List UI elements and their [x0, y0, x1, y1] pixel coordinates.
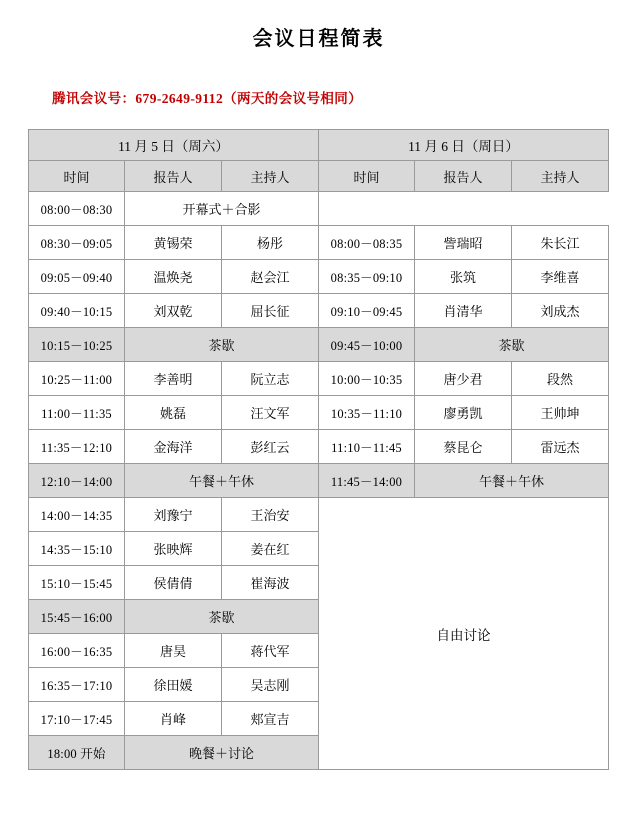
day1-chair: 姜在红	[222, 532, 319, 566]
col-header-chair-day1: 主持人	[222, 161, 319, 192]
day1-time: 15:45－16:00	[29, 600, 125, 634]
day1-time: 14:00－14:35	[29, 498, 125, 532]
day1-speaker: 侯倩倩	[125, 566, 222, 600]
day2-time: 08:35－09:10	[319, 260, 415, 294]
day1-chair: 崔海波	[222, 566, 319, 600]
table-row-column-header	[29, 161, 609, 192]
day2-time: 11:45－14:00	[319, 464, 415, 498]
day1-header: 11 月 5 日（周六）	[29, 130, 319, 161]
day1-chair: 蒋代军	[222, 634, 319, 668]
table-row	[29, 430, 609, 464]
day1-speaker: 肖峰	[125, 702, 222, 736]
day1-time: 10:15－10:25	[29, 328, 125, 362]
col-header-time-day1: 时间	[29, 161, 125, 192]
day1-span-label: 茶歇	[125, 600, 319, 634]
day2-chair: 李维喜	[512, 260, 609, 294]
day2-chair: 朱长江	[512, 226, 609, 260]
day1-chair: 王治安	[222, 498, 319, 532]
day1-speaker: 温焕尧	[125, 260, 222, 294]
table-row	[29, 226, 609, 260]
day1-speaker: 刘豫宁	[125, 498, 222, 532]
day2-header: 11 月 6 日（周日）	[319, 130, 609, 161]
day1-chair: 汪文军	[222, 396, 319, 430]
day1-time: 14:35－15:10	[29, 532, 125, 566]
day1-time: 09:40－10:15	[29, 294, 125, 328]
day1-time: 11:35－12:10	[29, 430, 125, 464]
day1-span-label: 开幕式＋合影	[125, 192, 319, 226]
day1-time: 08:00－08:30	[29, 192, 125, 226]
day1-time: 18:00 开始	[29, 736, 125, 770]
day2-span-label: 午餐＋午休	[415, 464, 609, 498]
day1-speaker: 姚磊	[125, 396, 222, 430]
day1-chair: 杨彤	[222, 226, 319, 260]
col-header-time-day2: 时间	[319, 161, 415, 192]
day1-speaker: 金海洋	[125, 430, 222, 464]
empty-cell	[415, 192, 512, 226]
day1-chair: 赵会江	[222, 260, 319, 294]
document-page	[0, 22, 637, 835]
page-title: 会议日程简表	[252, 28, 385, 50]
day1-time: 08:30－09:05	[29, 226, 125, 260]
day2-time: 11:10－11:45	[319, 430, 415, 464]
day1-chair: 屈长征	[222, 294, 319, 328]
day1-chair: 阮立志	[222, 362, 319, 396]
schedule-table	[28, 129, 609, 770]
day2-speaker: 蔡昆仑	[415, 430, 512, 464]
table-row	[29, 192, 609, 226]
day1-speaker: 徐田媛	[125, 668, 222, 702]
table-row	[29, 294, 609, 328]
day2-time: 10:35－11:10	[319, 396, 415, 430]
day2-speaker: 张筑	[415, 260, 512, 294]
day1-time: 16:00－16:35	[29, 634, 125, 668]
table-row	[29, 362, 609, 396]
table-row	[29, 328, 609, 362]
table-row	[29, 260, 609, 294]
day1-time: 09:05－09:40	[29, 260, 125, 294]
day2-speaker: 訾瑞昭	[415, 226, 512, 260]
empty-cell	[512, 192, 609, 226]
day1-span-label: 晚餐＋讨论	[125, 736, 319, 770]
day1-chair: 郏宣吉	[222, 702, 319, 736]
day1-chair: 吴志刚	[222, 668, 319, 702]
day1-speaker: 刘双乾	[125, 294, 222, 328]
day2-span-label: 茶歇	[415, 328, 609, 362]
day1-chair: 彭红云	[222, 430, 319, 464]
day1-time: 12:10－14:00	[29, 464, 125, 498]
day1-time: 16:35－17:10	[29, 668, 125, 702]
day1-speaker: 唐昊	[125, 634, 222, 668]
day2-chair: 段然	[512, 362, 609, 396]
day1-time: 10:25－11:00	[29, 362, 125, 396]
day2-speaker: 唐少君	[415, 362, 512, 396]
col-header-speaker-day2: 报告人	[415, 161, 512, 192]
day2-chair: 雷远杰	[512, 430, 609, 464]
day1-time: 15:10－15:45	[29, 566, 125, 600]
day2-time: 08:00－08:35	[319, 226, 415, 260]
empty-cell	[319, 192, 415, 226]
day2-speaker: 廖勇凯	[415, 396, 512, 430]
table-row	[29, 498, 609, 532]
meeting-number-note: （两天的会议号相同）	[223, 91, 363, 106]
day2-speaker: 肖清华	[415, 294, 512, 328]
day1-speaker: 黄锡荣	[125, 226, 222, 260]
meeting-number-line	[52, 87, 637, 107]
day1-span-label: 午餐＋午休	[125, 464, 319, 498]
meeting-number-value: 679-2649-9112	[135, 91, 224, 106]
day2-time: 09:45－10:00	[319, 328, 415, 362]
day2-time: 09:10－09:45	[319, 294, 415, 328]
col-header-chair-day2: 主持人	[512, 161, 609, 192]
day1-time: 17:10－17:45	[29, 702, 125, 736]
table-row-day-header	[29, 130, 609, 161]
day2-chair: 刘成杰	[512, 294, 609, 328]
day1-speaker: 张映辉	[125, 532, 222, 566]
day1-span-label: 茶歇	[125, 328, 319, 362]
day2-chair: 王帅坤	[512, 396, 609, 430]
col-header-speaker-day1: 报告人	[125, 161, 222, 192]
day1-speaker: 李善明	[125, 362, 222, 396]
meeting-number-label: 腾讯会议号：	[52, 91, 136, 106]
day1-time: 11:00－11:35	[29, 396, 125, 430]
day2-free-discussion: 自由讨论	[319, 498, 609, 770]
day2-time: 10:00－10:35	[319, 362, 415, 396]
table-row	[29, 464, 609, 498]
table-row	[29, 396, 609, 430]
